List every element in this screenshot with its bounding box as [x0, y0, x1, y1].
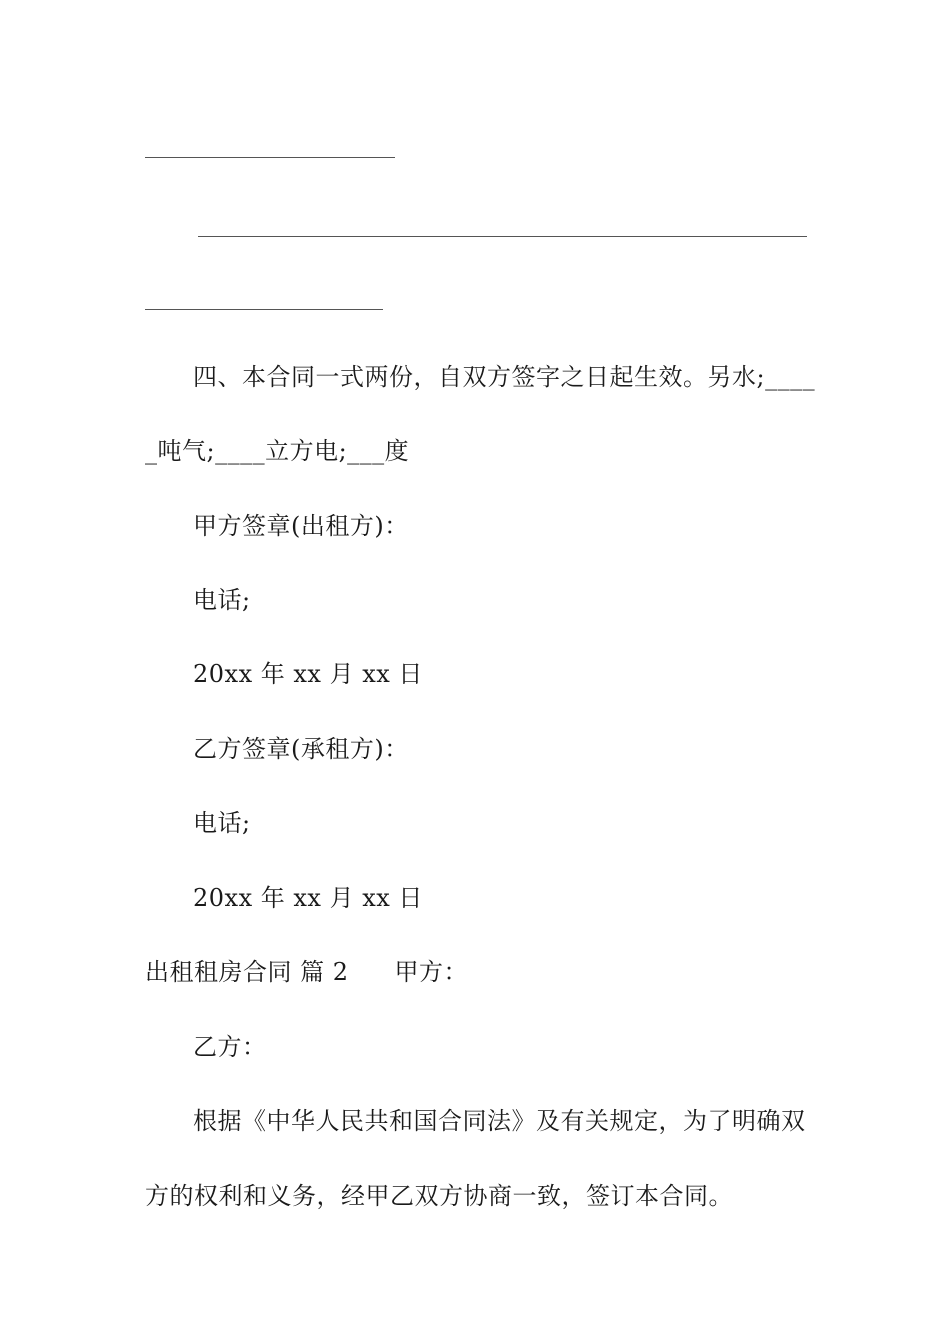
- clause-four-line-1: 四、本合同一式两份，自双方签字之日起生效。另水;____: [193, 363, 816, 391]
- section-2-party-a: 甲方：: [394, 958, 469, 986]
- blank-line-2: [198, 236, 807, 237]
- party-a-signature: 甲方签章(出租方)：: [193, 512, 409, 540]
- blank-line-1: [145, 157, 395, 158]
- party-a-date: 20xx 年 xx 月 xx 日: [193, 660, 423, 688]
- party-b-phone: 电话;: [193, 809, 251, 837]
- section-2-title: 出租租房合同 篇 2: [145, 958, 349, 986]
- section-2-header: [145, 957, 468, 987]
- section-2-party-b: 乙方：: [193, 1033, 267, 1061]
- preamble-line-2: 方的权利和义务，经甲乙双方协商一致，签订本合同。: [145, 1182, 733, 1210]
- party-b-signature: 乙方签章(承租方)：: [193, 735, 409, 763]
- party-b-date: 20xx 年 xx 月 xx 日: [193, 884, 423, 912]
- blank-line-3: [145, 309, 383, 310]
- preamble-line-1: 根据《中华人民共和国合同法》及有关规定，为了明确双: [193, 1107, 806, 1135]
- party-a-phone: 电话;: [193, 586, 251, 614]
- clause-four-line-2: _吨气;____立方电;___度: [145, 437, 410, 465]
